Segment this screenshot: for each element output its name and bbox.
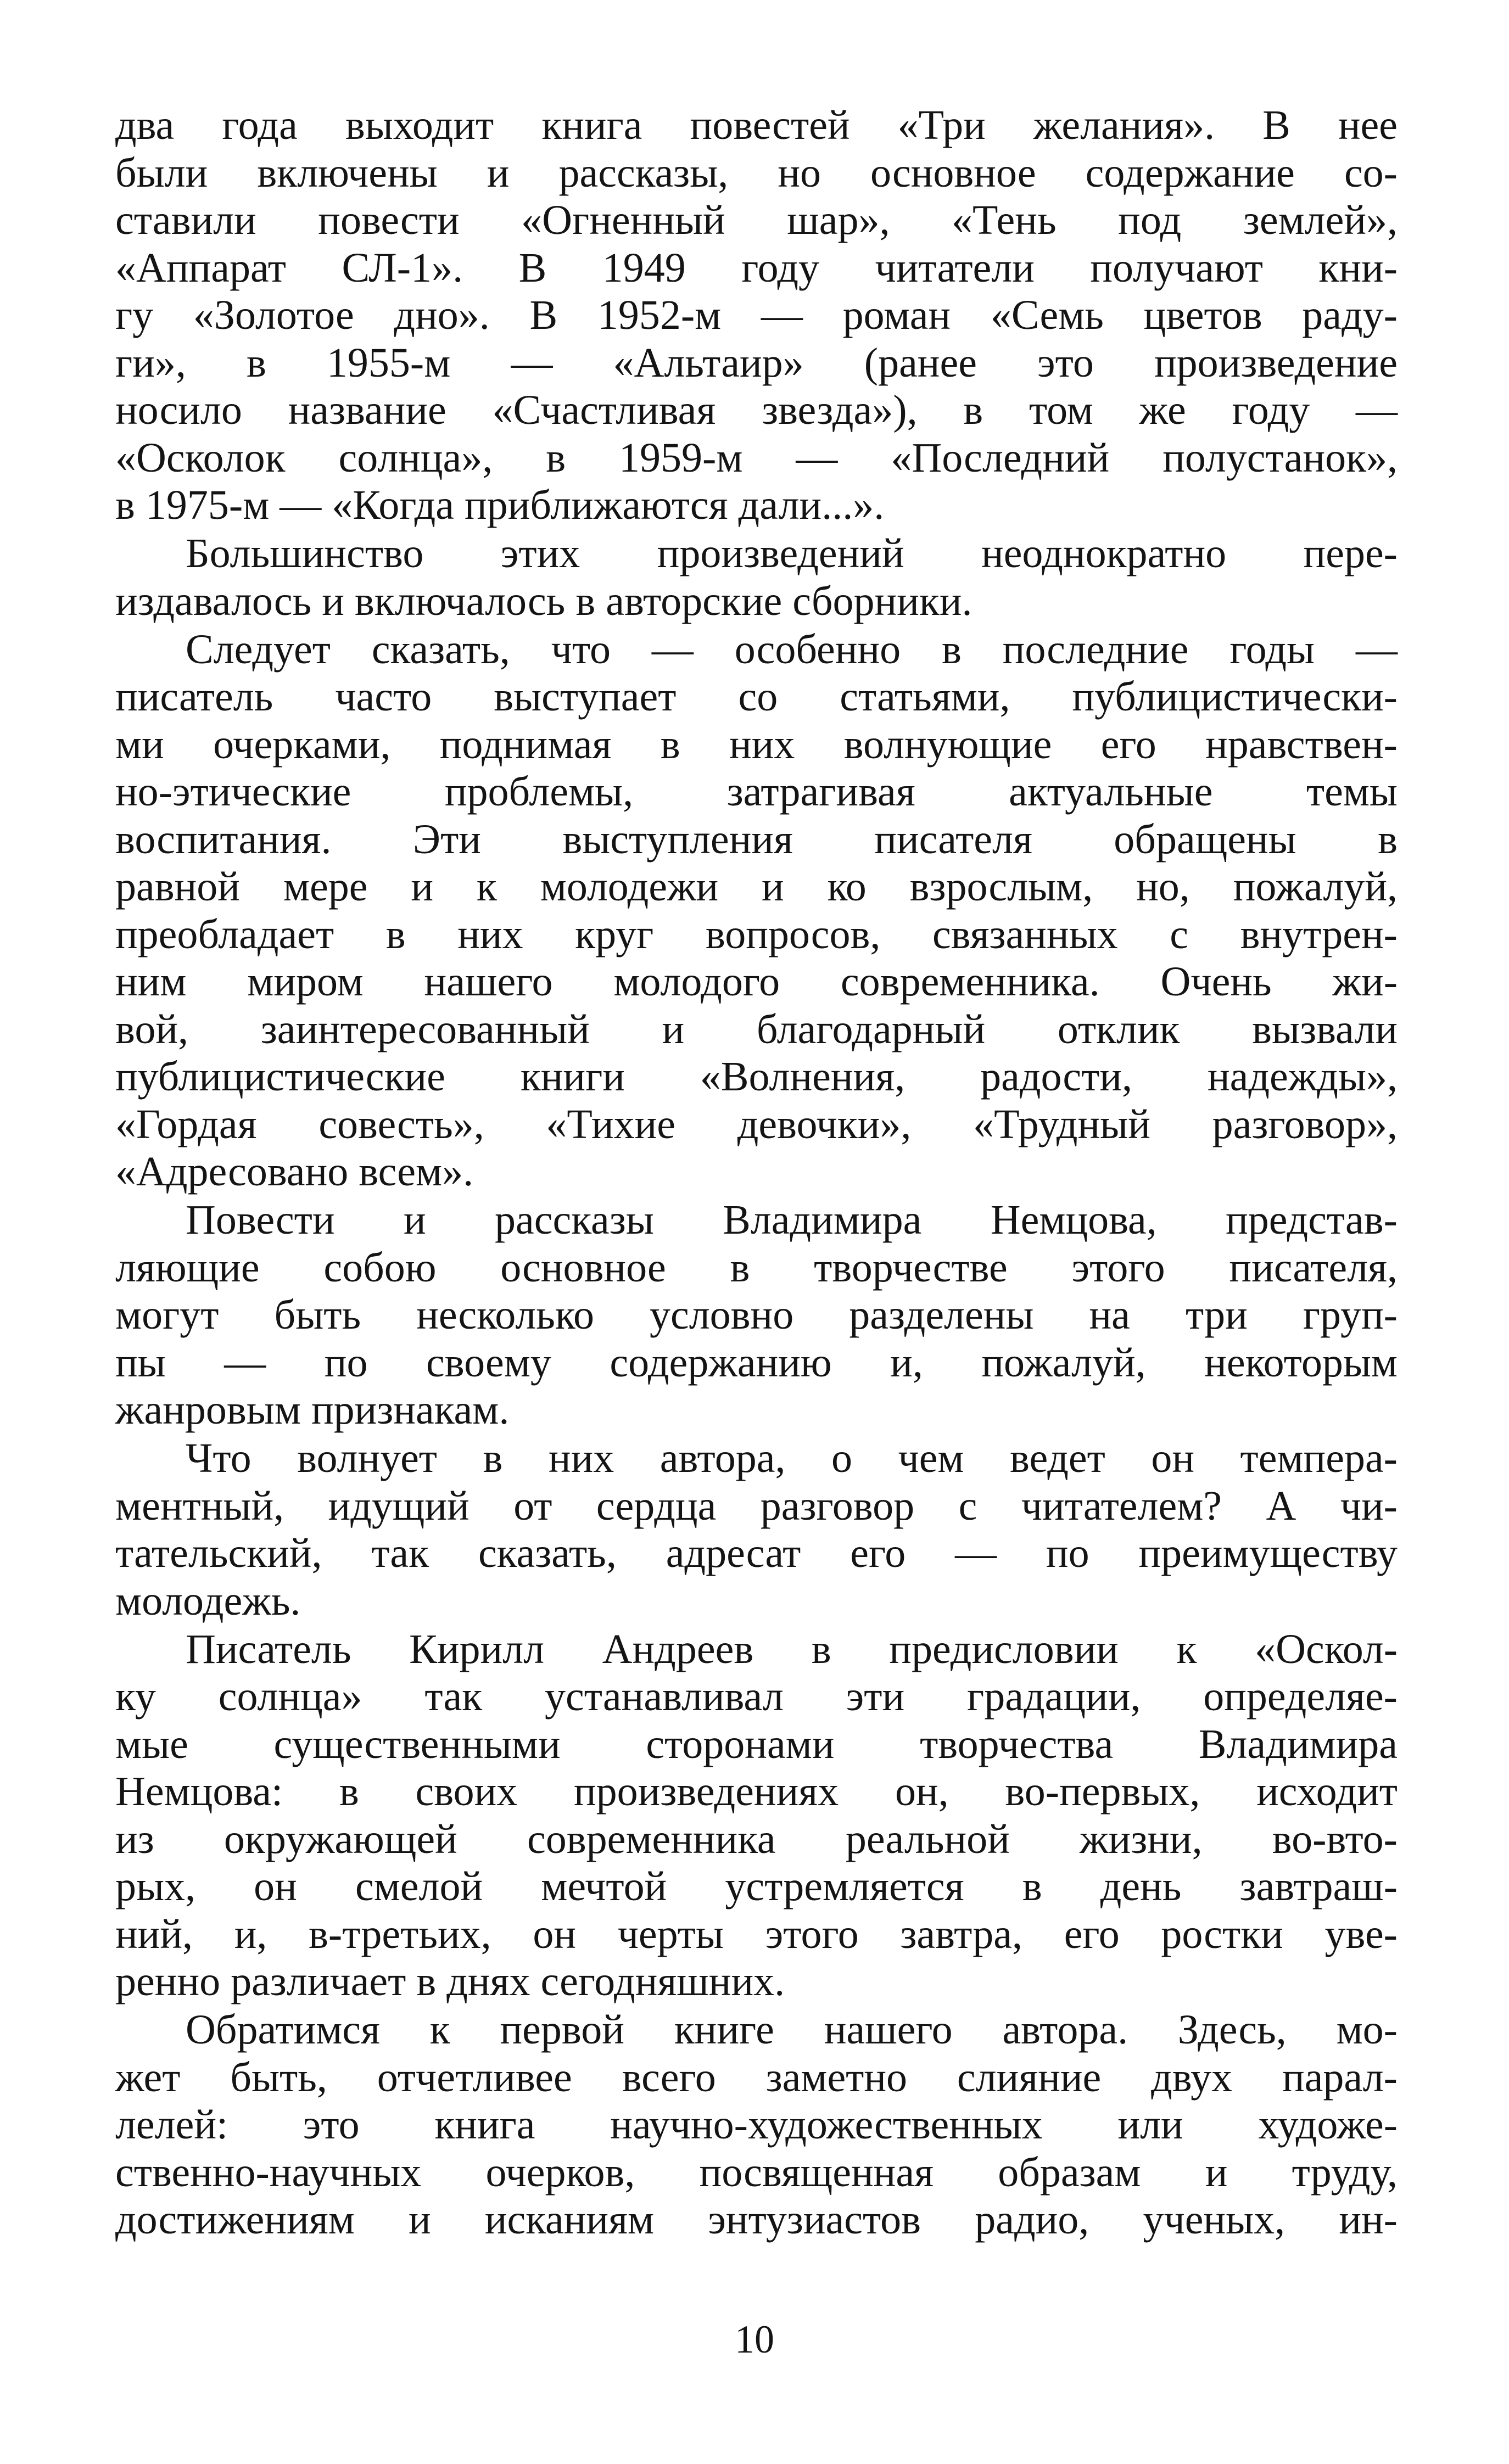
paragraph-6 [115, 1626, 1398, 2006]
text-line: молодежь. [115, 1577, 301, 1624]
text-line: ственно-научных очерков, посвященная образам и труду, [115, 2149, 1398, 2196]
paragraph-2 [115, 530, 1398, 625]
text-line: Что волнует в них автора, о чем ведет он темпера- [186, 1435, 1398, 1481]
text-line: ний, и, в-третьих, он черты этого завтра, его ростки уве- [115, 1911, 1398, 1957]
text-line: Обратимся к первой книге нашего автора. Здесь, мо- [186, 2007, 1398, 2053]
text-line: публицистические книги «Волнения, радости, надежды», [115, 1054, 1398, 1100]
text-line: равной мере и к молодежи и ко взрослым, но, пожалуй, [115, 864, 1398, 910]
text-line: достижениям и исканиям энтузиастов радио, ученых, ин- [115, 2197, 1398, 2243]
text-line: Повести и рассказы Владимира Немцова, представ- [186, 1197, 1398, 1243]
text-line: но-этические проблемы, затрагивая актуальные темы [115, 769, 1398, 815]
paragraph-5 [115, 1435, 1398, 1625]
text-line: два года выходит книга повестей «Три желания». В нее [115, 102, 1398, 148]
page-body [115, 102, 1398, 2244]
text-line: ментный, идущий от сердца разговор с читателем? А чи- [115, 1482, 1398, 1529]
text-line: жанровым признакам. [115, 1387, 510, 1433]
text-line: были включены и рассказы, но основное содержание со- [115, 149, 1398, 196]
text-line: тательский, так сказать, адресат его — по преимуществу [115, 1530, 1398, 1576]
text-line: Немцова: в своих произведениях он, во-первых, исходит [115, 1768, 1398, 1815]
text-line: ляющие собою основное в творчестве этого писателя, [115, 1244, 1398, 1291]
text-line: ним миром нашего молодого современника. Очень жи- [115, 959, 1398, 1005]
text-line: преобладает в них круг вопросов, связанных с внутрен- [115, 911, 1398, 957]
text-line: ставили повести «Огненный шар», «Тень под землей», [115, 197, 1398, 243]
text-line: носило название «Счастливая звезда»), в том же году — [115, 387, 1398, 433]
paragraph-4 [115, 1196, 1398, 1434]
text-line: писатель часто выступает со статьями, публицистически- [115, 674, 1398, 720]
text-line: Писатель Кирилл Андреев в предисловии к «Оскол- [186, 1626, 1398, 1672]
text-line: рых, он смелой мечтой устремляется в день завтраш- [115, 1863, 1398, 1909]
text-line: «Аппарат СЛ-1». В 1949 году читатели получают кни- [115, 244, 1398, 291]
paragraph-1 [115, 102, 1398, 529]
text-line: вой, заинтересованный и благодарный отклик вызвали [115, 1006, 1398, 1052]
text-line: в 1975-м — «Когда приближаются дали...». [115, 482, 885, 528]
text-line: воспитания. Эти выступления писателя обращены в [115, 816, 1398, 863]
text-line: Большинство этих произведений неоднократно пере- [186, 530, 1398, 576]
text-line: лелей: это книга научно-художественных или художе- [115, 2102, 1398, 2148]
text-line: могут быть несколько условно разделены на три груп- [115, 1292, 1398, 1338]
text-line: пы — по своему содержанию и, пожалуй, некоторым [115, 1339, 1398, 1386]
paragraph-3 [115, 626, 1398, 1196]
text-line: «Осколок солнца», в 1959-м — «Последний полустанок», [115, 434, 1398, 481]
text-line: ку солнца» так устанавливал эти градации, определяе- [115, 1673, 1398, 1720]
text-line: жет быть, отчетливее всего заметно слияние двух парал- [115, 2054, 1398, 2101]
text-line: «Гордая совесть», «Тихие девочки», «Трудный разговор», [115, 1101, 1398, 1147]
text-line: Следует сказать, что — особенно в последние годы — [186, 626, 1398, 673]
text-line: мые существенными сторонами творчества Владимира [115, 1721, 1398, 1767]
text-line: из окружающей современника реальной жизни, во-вто- [115, 1816, 1398, 1862]
page-number: 10 [735, 2317, 774, 2361]
text-line: «Адресовано всем». [115, 1149, 474, 1195]
text-line: ги», в 1955-м — «Альтаир» (ранее это произведение [115, 339, 1398, 386]
paragraph-7 [115, 2006, 1398, 2244]
text-line: ми очерками, поднимая в них волнующие его нравствен- [115, 721, 1398, 768]
text-line: ренно различает в днях сегодняшних. [115, 1958, 785, 2004]
text-line: гу «Золотое дно». В 1952-м — роман «Семь цветов раду- [115, 292, 1398, 338]
text-line: издавалось и включалось в авторские сборники. [115, 578, 973, 624]
